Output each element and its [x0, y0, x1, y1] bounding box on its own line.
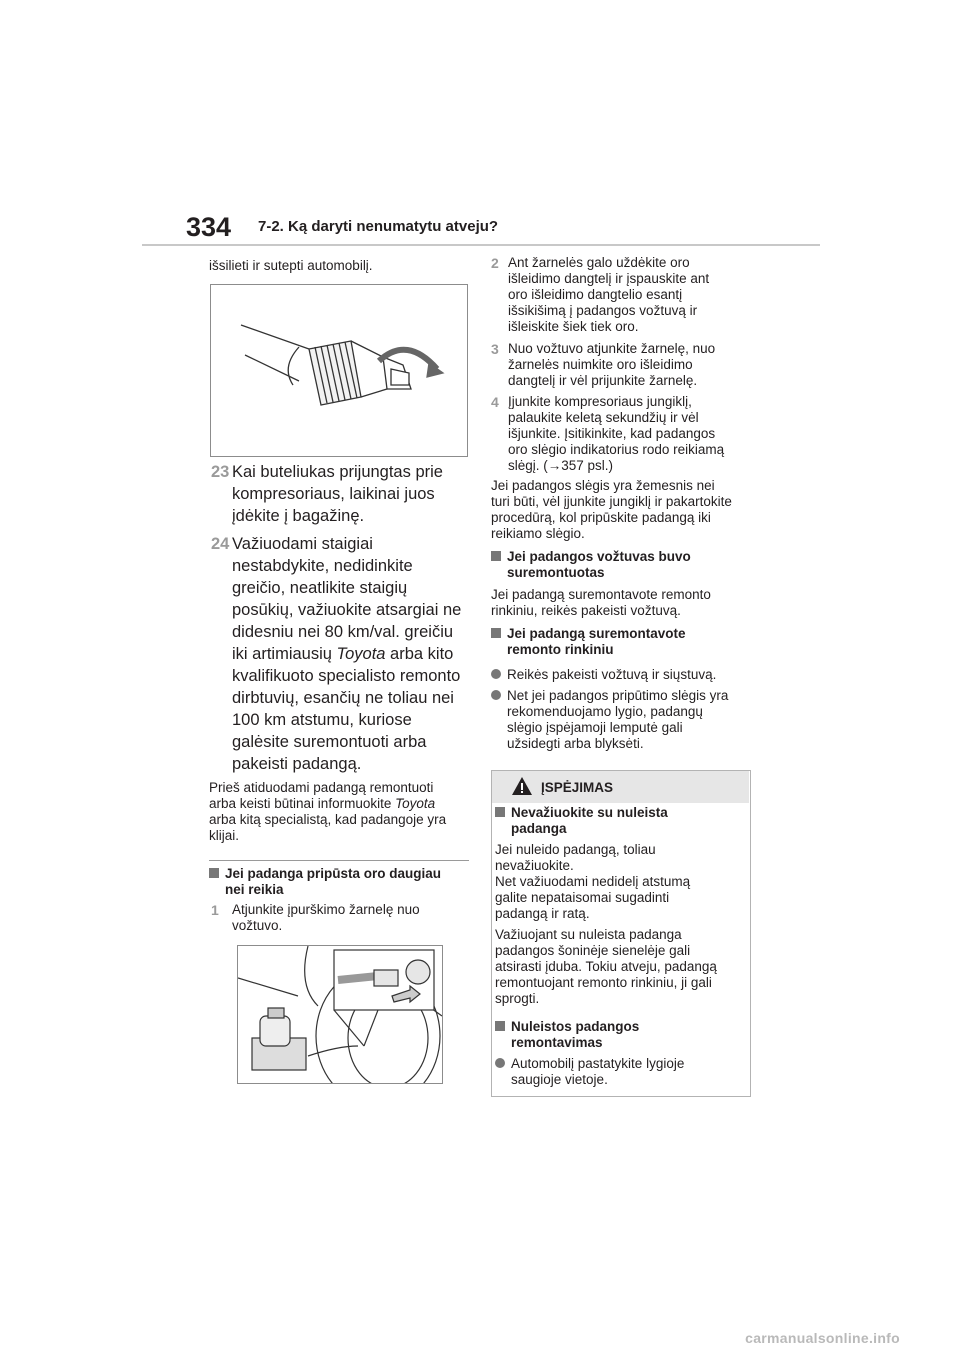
low-pressure-paragraph: Jei padangos slėgis yra žemesnis nei turi būti, vėl įjunkite jungiklį ir pakartokite procedūrą, kol pripūskite padangą iki reikiamo slėgio. — [491, 478, 732, 541]
bullet-warning-light: Net jei padangos pripūtimo slėgis yra rekomenduojamo lygio, padangų slėgio įspėjamoji lemputė gali užsidegti arba blyksėti. — [491, 688, 753, 752]
step-24-line: iki artimiausių Toyota arba kito — [232, 645, 454, 663]
page-number: 334 — [186, 212, 232, 242]
compressor-valve-figure — [237, 945, 443, 1084]
step-2-number: 2 — [491, 255, 499, 271]
warning-text-1: Jei nuleido padangą, toliau nevažiuokite. Net važiuodami nedidelį atstumą galite nepataisomai sugadinti padangą ir ratą. — [495, 842, 691, 921]
warning-subheading-flat-tire: Nevažiuokite su nuleista padanga — [495, 805, 745, 837]
round-bullet-icon — [491, 690, 501, 700]
warning-bullet-park: Automobilį pastatykite lygioje saugioje vietoje. — [495, 1056, 745, 1088]
brand-name: Toyota — [395, 796, 436, 811]
square-bullet-icon — [495, 807, 505, 817]
step-24-line: 100 km atstumu, kuriose — [232, 711, 412, 729]
subheading-overinflated: Jei padanga pripūsta oro daugiau nei reikia — [209, 866, 471, 898]
step-24-line: kvalifikuoto specialisto remonto — [232, 667, 461, 685]
warning-text-2: Važiuojant su nuleista padanga padangos šoninėje sienelėje gali atsirasti įduba. Tokiu atveju, padangą remontuojant remonto rinkiniu, ji gali sprogti. — [495, 927, 717, 1006]
step-23-line: Kai buteliukas prijungtas prie — [232, 463, 443, 481]
step-24-line: nestabdykite, nedidinkite — [232, 557, 413, 575]
note-paragraph: Prieš atiduodami padangą remontuoti arba keisti būtinai informuokite Toyota arba kitą specialistą, kad padangoje yra klijai. — [209, 780, 447, 843]
warning-title: ĮSPĖJIMAS — [541, 780, 614, 795]
brand-name: Toyota — [336, 645, 386, 663]
step-24-line: posūkių, važiuokite atsargiai ne — [232, 601, 462, 619]
watermark-logo: carmanualsonline.info — [745, 1330, 900, 1346]
step-23-line: įdėkite į bagažinę. — [232, 507, 365, 525]
bullet-replace-valve: Reikės pakeisti vožtuvą ir siųstuvą. — [491, 667, 753, 683]
step-23-number: 23 — [211, 463, 230, 481]
section-divider — [209, 860, 469, 861]
step-3-number: 3 — [491, 341, 499, 357]
hose-cap-figure — [210, 284, 468, 457]
warning-subheading-repair: Nuleistos padangos remontavimas — [495, 1019, 745, 1051]
round-bullet-icon — [491, 669, 501, 679]
step-24-line: Važiuodami staigiai — [232, 535, 373, 553]
square-bullet-icon — [209, 868, 219, 878]
step-24-line: galėsite suremontuoti arba — [232, 733, 427, 751]
round-bullet-icon — [495, 1058, 505, 1068]
square-bullet-icon — [495, 1021, 505, 1031]
intro-text: išsilieti ir sutepti automobilį. — [209, 258, 373, 273]
subheading-repair-kit: Jei padangą suremontavote remonto rinkiniu — [491, 626, 753, 658]
section-title: 7-2. Ką daryti nenumatytu atveju? — [258, 218, 499, 235]
step-24-line: didesniu nei 80 km/val. greičiu — [232, 623, 454, 641]
step-24-line: dirbtuvių, esančių ne toliau nei — [232, 689, 454, 707]
header-rule — [142, 244, 820, 246]
step-24-number: 24 — [211, 535, 230, 553]
step-1-number: 1 — [211, 902, 219, 918]
step-24-line: greičio, neatlikite staigių — [232, 579, 408, 597]
square-bullet-icon — [491, 551, 501, 561]
warning-triangle-icon — [511, 776, 533, 796]
square-bullet-icon — [491, 628, 501, 638]
subheading-valve-repaired: Jei padangos vožtuvas buvo suremontuotas — [491, 549, 753, 581]
page-reference-link[interactable]: slėgį. (→357 psl.) — [508, 458, 614, 473]
valve-repaired-text: Jei padangą suremontavote remonto rinkiniu, reikės pakeisti vožtuvą. — [491, 587, 711, 618]
step-4-number: 4 — [491, 394, 499, 410]
step-23-line: kompresoriaus, laikinai juos — [232, 485, 435, 503]
step-24-line: pakeisti padangą. — [232, 755, 362, 773]
